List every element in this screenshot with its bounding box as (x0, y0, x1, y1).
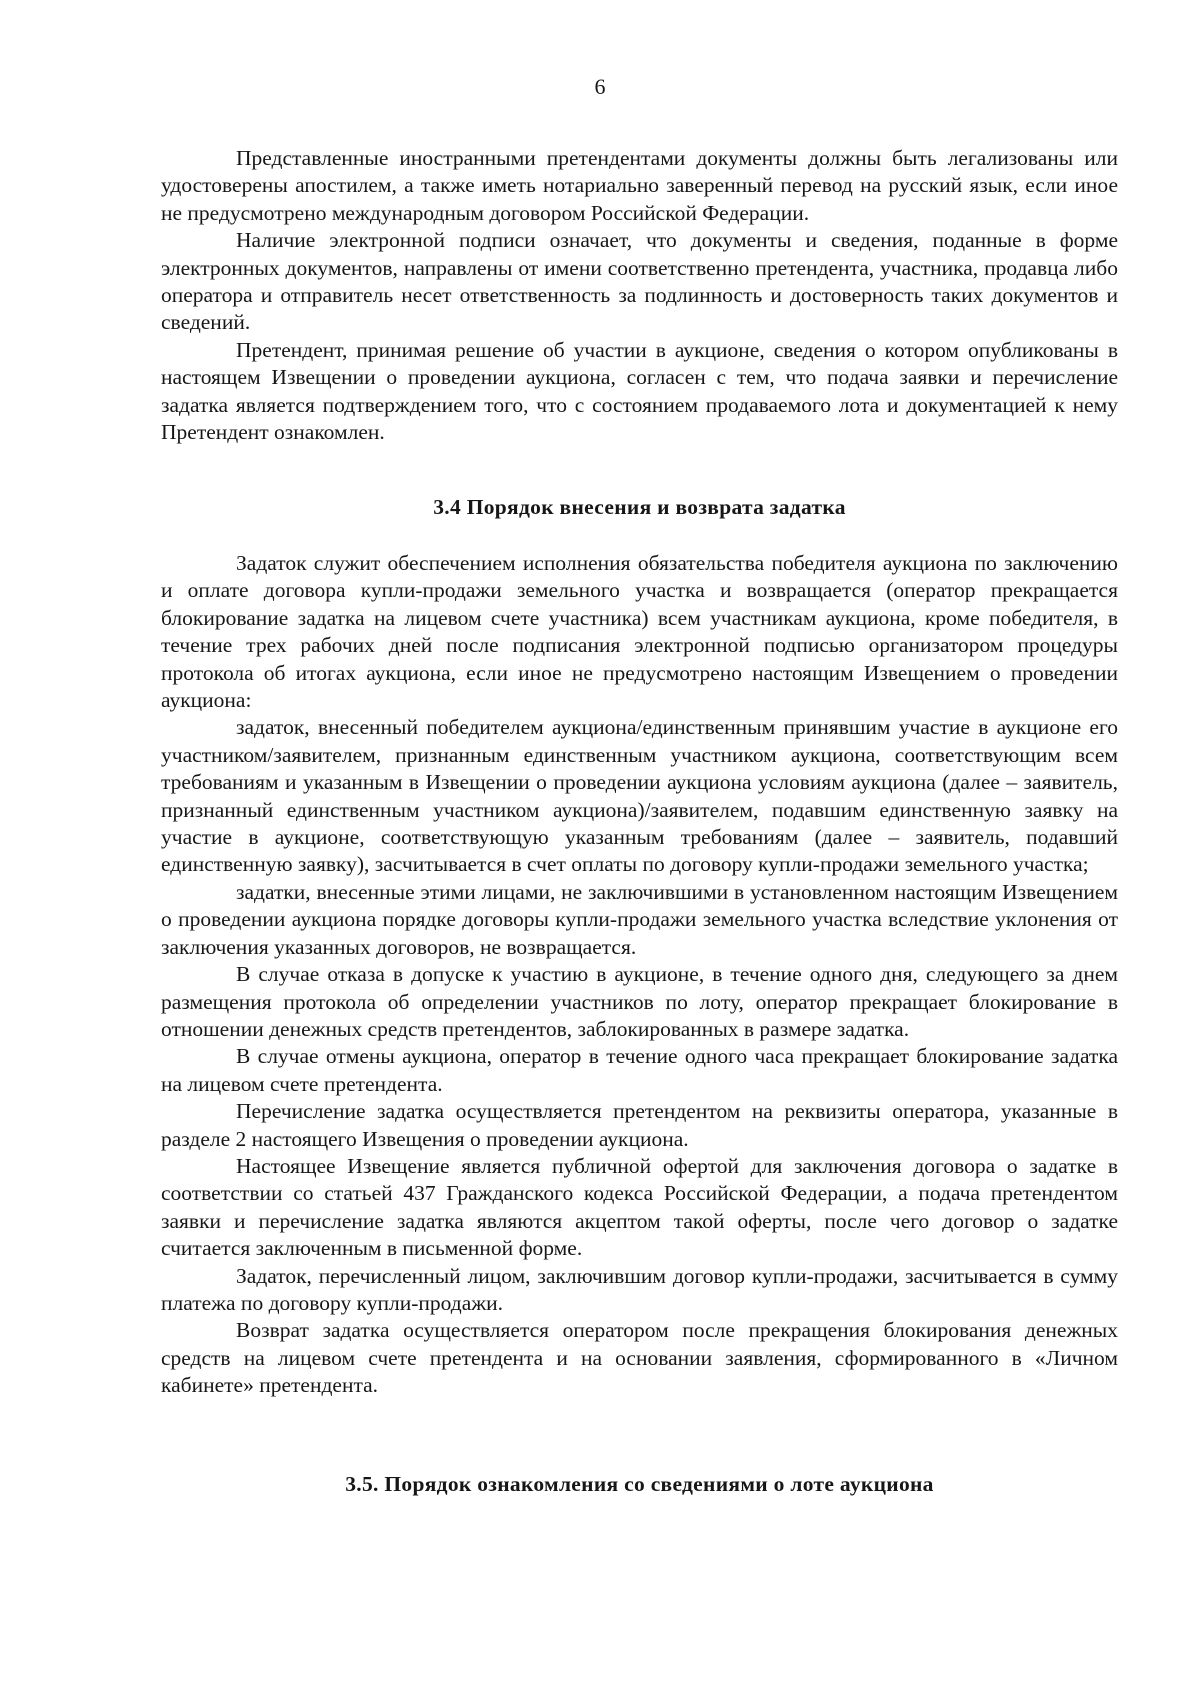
paragraph: задаток, внесенный победителем аукциона/единственным принявшим участие в аукционе его участником/заявителем, признанным единственным участником аукциона, соответствующим всем требованиям и указанным в Извещении о проведении аукциона условиям аукциона (далее – заявитель, признанный единственным участником аукциона)/заявителем, подавшим единственную заявку на участие в аукционе, соответствующую указанным требованиям (далее – заявитель, подавший единственную заявку), засчитывается в счет оплаты по договору купли-продажи земельного участка; (161, 715, 1118, 877)
intro-text-block (161, 145, 1118, 446)
paragraph: задатки, внесенные этими лицами, не заключившими в установленном настоящим Извещением о проведении аукциона порядке договоры купли-продажи земельного участка вследствие уклонения от заключения указанных договоров, не возвращается. (161, 879, 1118, 959)
section-heading-3-5: 3.5. Порядок ознакомления со сведениями о лоте аукциона (345, 1472, 934, 1496)
paragraph: Настоящее Извещение является публичной офертой для заключения договора о задатке в соответствии со статьей 437 Гражданского кодекса Российской Федерации, а подача претендентом заявки и перечисление задатка являются акцептом такой оферты, после чего договор о задатке считается заключенным в письменной форме. (161, 1153, 1118, 1261)
paragraph: Наличие электронной подписи означает, что документы и сведения, поданные в форме электронных документов, направлены от имени соответственно претендента, участника, продавца либо оператора и отправитель несет ответственность за подлинность и достоверность таких документов и сведений. (161, 228, 1118, 335)
paragraph: В случае отмены аукциона, оператор в течение одного часа прекращает блокирование задатка на лицевом счете претендента. (161, 1044, 1118, 1096)
paragraph: Представленные иностранными претендентами документы должны быть легализованы или удостоверены апостилем, а также иметь нотариально заверенный перевод на русский язык, если иное не предусмотрено международным договором Российской Федерации. (161, 146, 1118, 225)
paragraph: В случае отказа в допуске к участию в аукционе, в течение одного дня, следующего за днем размещения протокола об определении участников по лоту, оператор прекращает блокирование в отношении денежных средств претендентов, заблокированных в размере задатка. (161, 962, 1118, 1041)
paragraph: Задаток, перечисленный лицом, заключившим договор купли-продажи, засчитывается в сумму платежа по договору купли-продажи. (161, 1263, 1118, 1315)
paragraph: Перечисление задатка осуществляется претендентом на реквизиты оператора, указанные в разделе 2 настоящего Извещения о проведении аукциона. (161, 1099, 1118, 1151)
section-heading-3-4: 3.4 Порядок внесения и возврата задатка (433, 495, 846, 519)
paragraph: Претендент, принимая решение об участии в аукционе, сведения о котором опубликованы в настоящем Извещении о проведении аукциона, согласен с тем, что подача заявки и перечисление задатка является подтверждением того, что с состоянием продаваемого лота и документацией к нему Претендент ознакомлен. (161, 337, 1118, 445)
paragraph: Задаток служит обеспечением исполнения обязательства победителя аукциона по заключению и оплате договора купли-продажи земельного участка и возвращается (оператор прекращается блокирование задатка на лицевом счете участника) всем участникам аукциона, кроме победителя, в течение трех рабочих дней после подписания электронной подписью организатором процедуры протокола об итогах аукциона, если иное не предусмотрено настоящим Извещением о проведении аукциона: (161, 551, 1118, 713)
paragraph: Возврат задатка осуществляется оператором после прекращения блокирования денежных средств на лицевом счете претендента и на основании заявления, сформированного в «Личном кабинете» претендента. (161, 1318, 1118, 1398)
section-3-4-text-block (161, 550, 1118, 1400)
page-number: 6 (594, 74, 606, 99)
